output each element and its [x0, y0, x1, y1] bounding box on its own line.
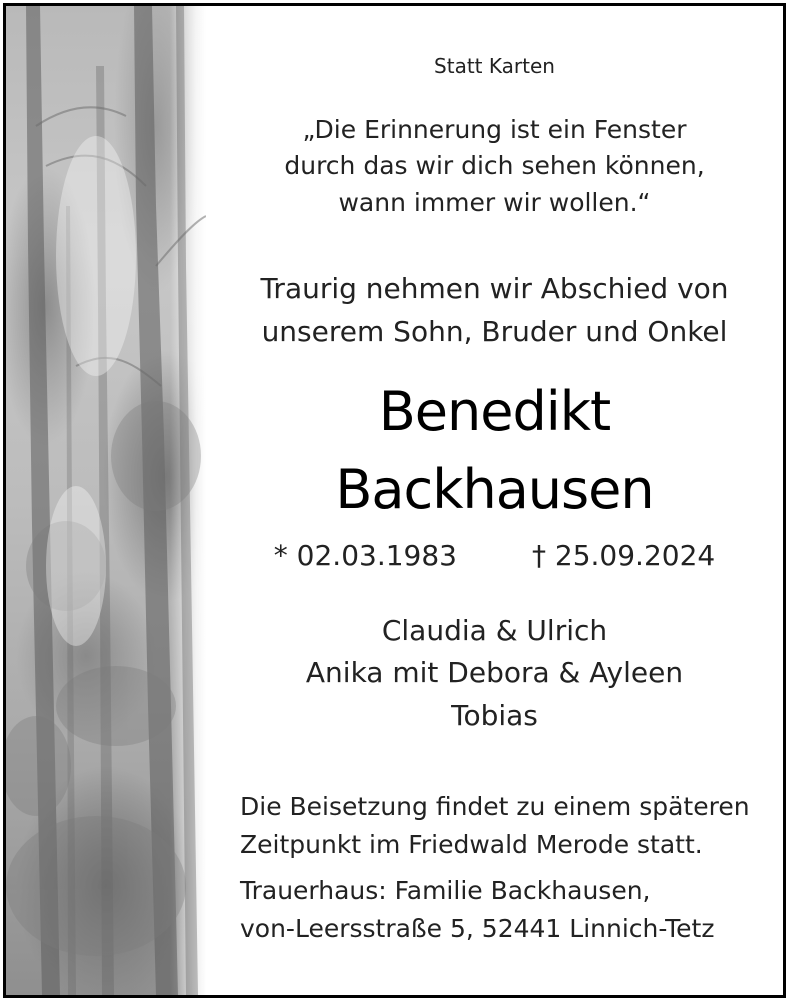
birth-date: * 02.03.1983: [273, 539, 457, 572]
burial-note-line: Die Beisetzung findet zu einem späteren: [240, 792, 750, 821]
family-line: Anika mit Debora & Ayleen: [305, 656, 684, 689]
quote-line: wann immer wir wollen.“: [338, 188, 651, 217]
family-line: Claudia & Ulrich: [381, 614, 608, 647]
burial-note-line: Zeitpunkt im Friedwald Merode statt.: [240, 830, 703, 859]
intro-line: unserem Sohn, Bruder und Onkel: [261, 315, 728, 348]
intro-line: Traurig nehmen wir Abschied von: [260, 272, 729, 305]
quote-line: durch das wir dich sehen können,: [284, 151, 705, 180]
quote-line: „Die Erinnerung ist ein Fenster: [302, 115, 687, 144]
death-date: † 25.09.2024: [532, 539, 716, 572]
forest-trees-illustration: [6, 6, 206, 995]
life-dates: [206, 539, 783, 572]
notice-text-column: [206, 6, 783, 995]
statt-karten-note: Statt Karten: [434, 54, 555, 78]
deceased-last-name: Backhausen: [335, 458, 654, 521]
mourning-house-address: von-Leersstraße 5, 52441 Linnich-Tetz: [240, 914, 715, 943]
obituary-notice: [3, 3, 786, 998]
forest-photo: [6, 6, 206, 995]
mourning-house-line: Trauerhaus: Familie Backhausen,: [240, 876, 651, 905]
deceased-first-name: Benedikt: [378, 380, 611, 443]
family-line: Tobias: [451, 699, 538, 732]
